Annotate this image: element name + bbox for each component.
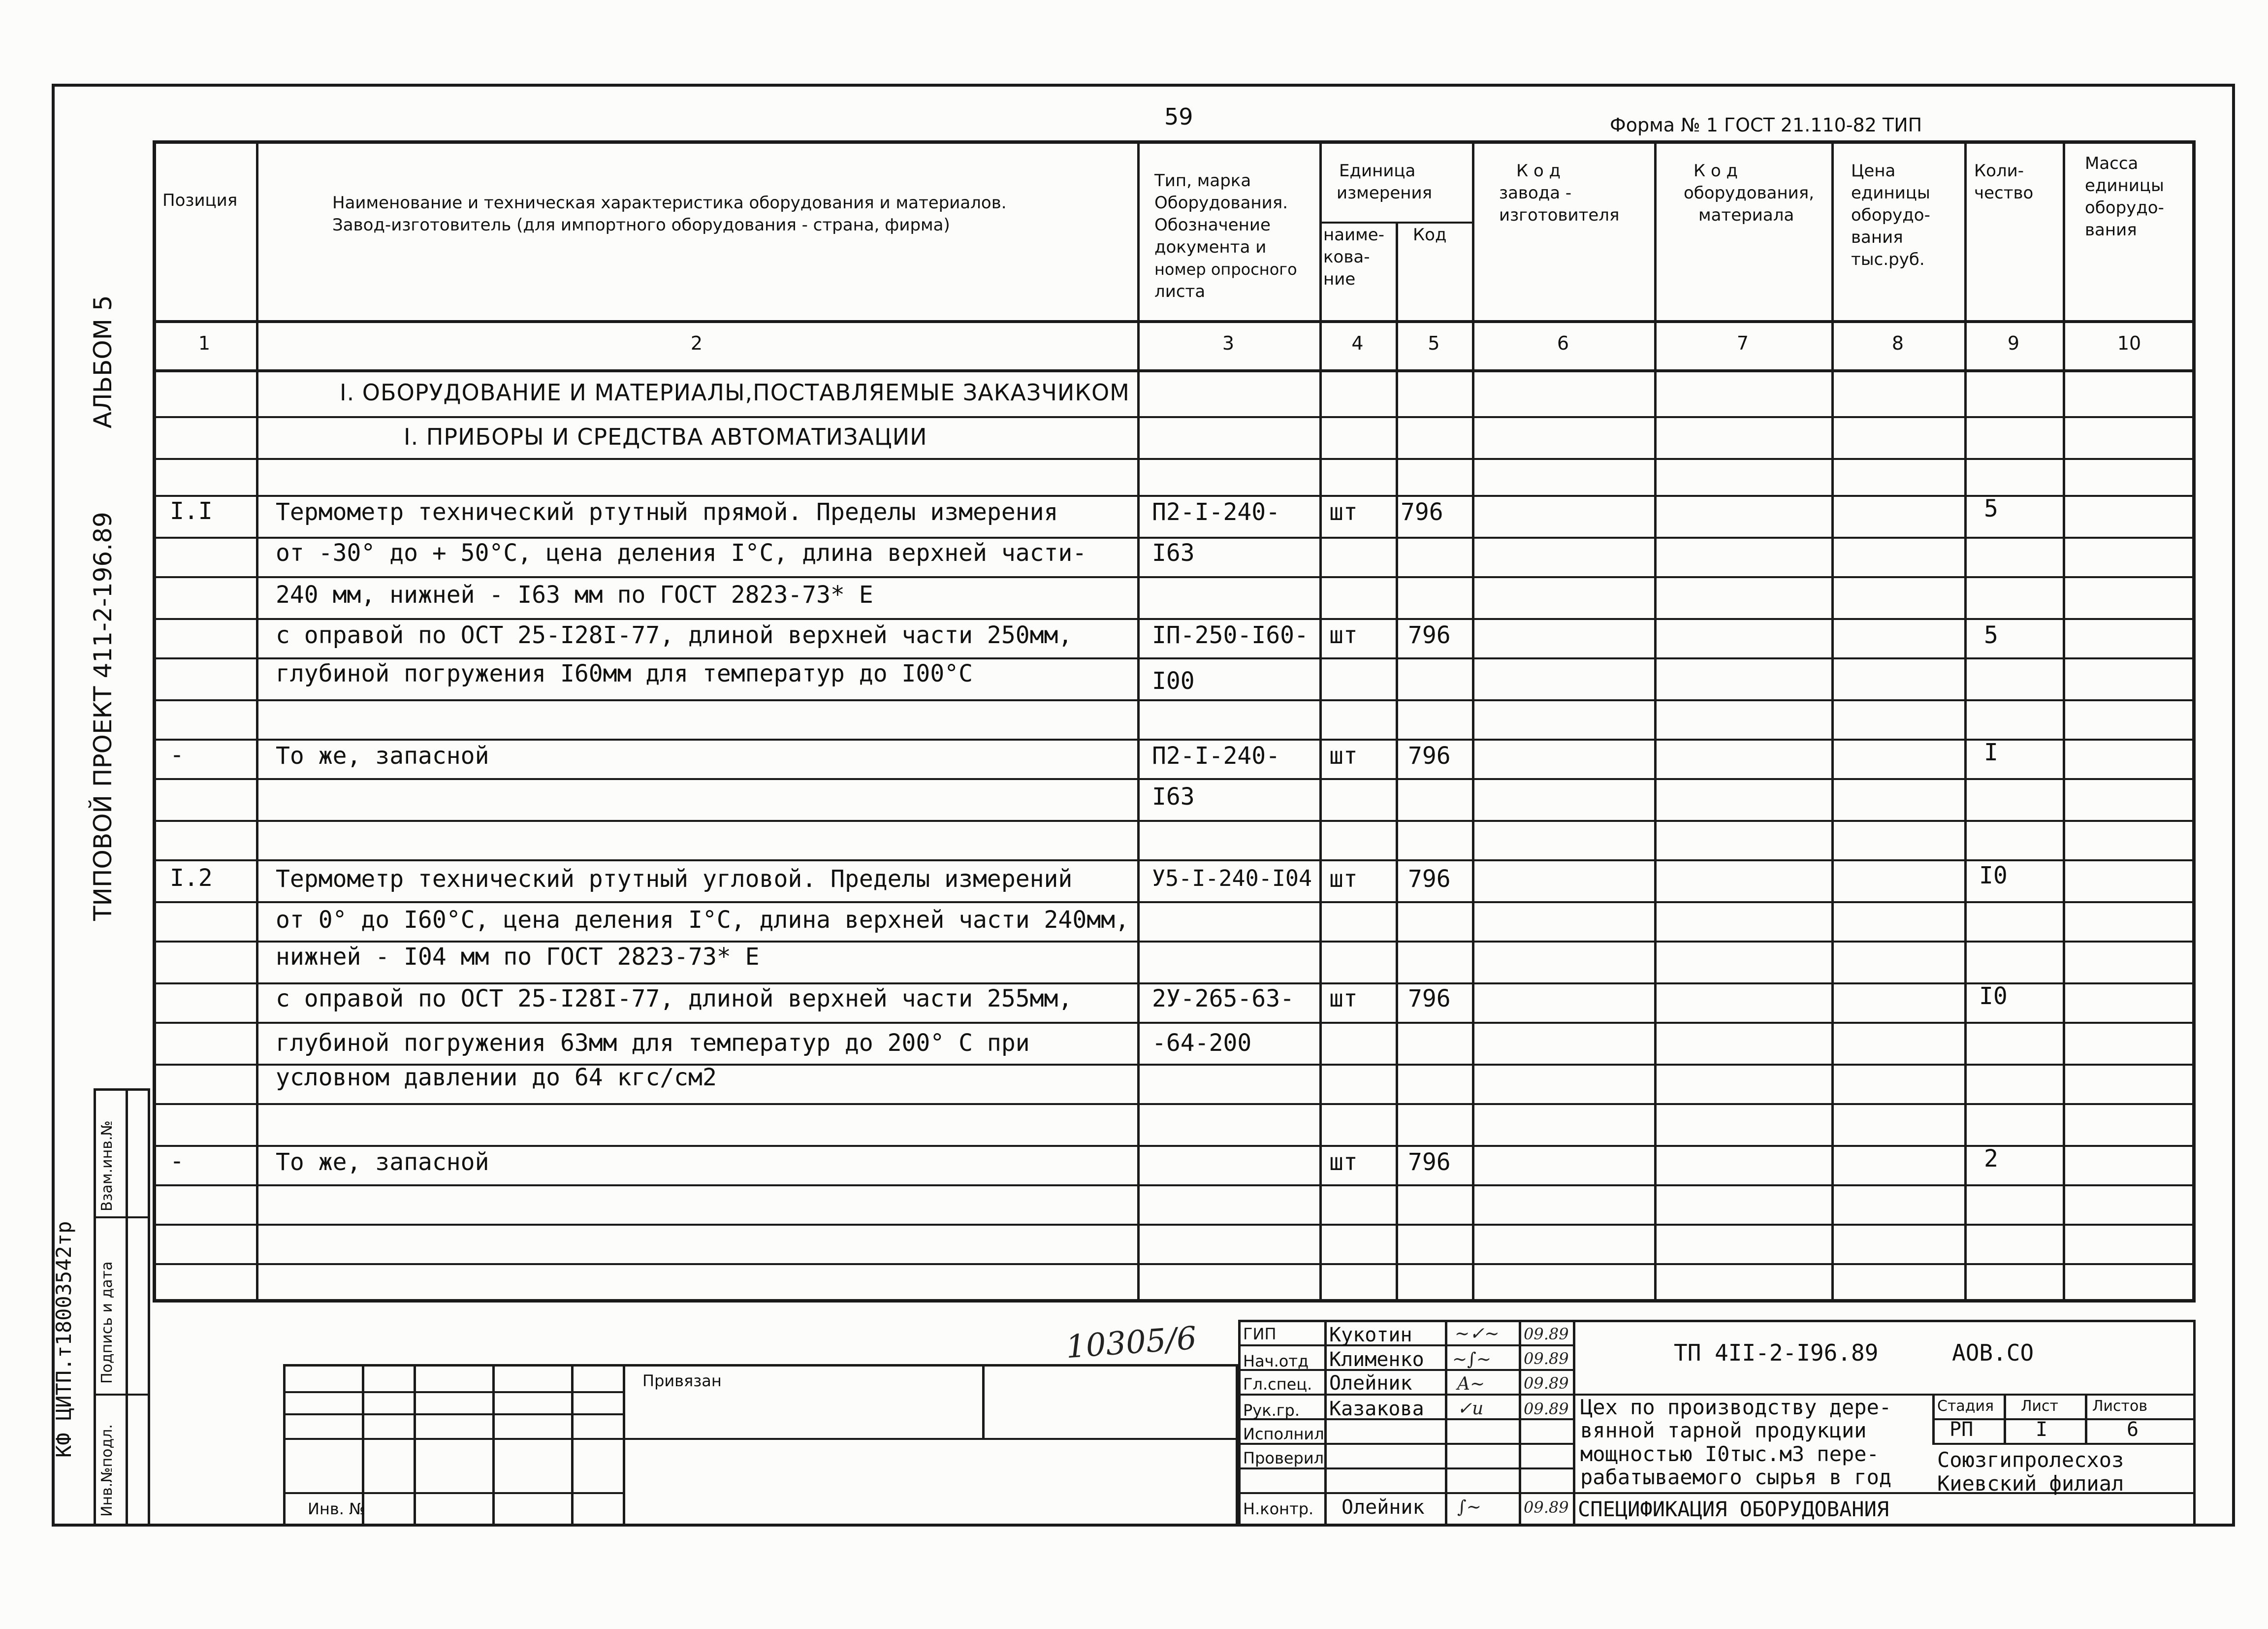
- col-equip-header: материала: [1698, 205, 1794, 225]
- col-unit-header: Единица: [1339, 161, 1416, 181]
- qty-cell: I0: [1979, 862, 2008, 889]
- subsection-title: I. ПРИБОРЫ И СРЕДСТВА АВТОМАТИЗАЦИИ: [404, 424, 927, 450]
- vzam-label: Взам.инв.№: [98, 1120, 116, 1211]
- type-cell: -64-200: [1152, 1029, 1252, 1057]
- unit-code-cell: 796: [1408, 742, 1451, 770]
- type-cell: У5-I-240-I04: [1152, 865, 1312, 891]
- album-label: АЛЬБОМ 5: [89, 295, 117, 428]
- position-cell: -: [170, 1147, 184, 1175]
- sign-date: 09.89: [1524, 1498, 1569, 1517]
- sign-date: 09.89: [1524, 1349, 1569, 1368]
- col-unit-name-header: кова-: [1323, 247, 1370, 267]
- col-type-header: документа и: [1154, 237, 1267, 257]
- document-mark: АОВ.СО: [1952, 1339, 2034, 1366]
- organization: Союзгипролесхоз: [1937, 1448, 2124, 1472]
- object-description: Цех по производству дере-: [1580, 1395, 1892, 1419]
- person-name: Олейник: [1329, 1372, 1412, 1395]
- col-price-header: Цена: [1851, 161, 1896, 181]
- position-cell: -: [170, 741, 184, 769]
- col-type-header: листа: [1154, 282, 1206, 301]
- type-cell: I00: [1152, 667, 1195, 695]
- role-label: Нач.отд: [1243, 1352, 1309, 1370]
- unit-cell: шт: [1329, 621, 1358, 649]
- col-price-header: единицы: [1851, 183, 1930, 203]
- type-cell: П2-I-240-: [1152, 742, 1280, 770]
- role-label: Н.контр.: [1243, 1499, 1314, 1518]
- sheet-value: I: [2036, 1418, 2048, 1441]
- kf-label: КФ ЦИТП.т18003542тр: [52, 1221, 76, 1458]
- signature: ~✓~: [1455, 1324, 1500, 1344]
- handwritten-number: 10305/6: [1064, 1320, 1198, 1366]
- person-name: Клименко: [1329, 1348, 1424, 1371]
- specification-table: [153, 140, 2196, 1303]
- col-unit-name-header: ние: [1323, 269, 1356, 289]
- object-description: вянной тарной продукции: [1580, 1418, 1867, 1442]
- sheets-value: 6: [2127, 1418, 2139, 1441]
- podpis-label: Подпись и дата: [98, 1261, 116, 1384]
- form-label: Форма № 1 ГОСТ 21.110-82 ТИП: [1610, 114, 1922, 136]
- col-price-header: тыс.руб.: [1851, 250, 1925, 269]
- col-equip-header: оборудования,: [1684, 183, 1815, 203]
- qty-cell: 2: [1984, 1145, 1998, 1173]
- col-price-header: вания: [1851, 228, 1903, 247]
- qty-cell: 5: [1984, 495, 1998, 522]
- signature: A~: [1457, 1374, 1485, 1394]
- col-plant-header: К о д: [1516, 161, 1561, 181]
- item-description: от -30° до + 50°С, цена деления I°С, длина верхней части-: [276, 539, 1087, 567]
- type-cell: I63: [1152, 539, 1195, 567]
- col-number: 8: [1891, 332, 1904, 354]
- object-description: рабатываемого сырья в год: [1580, 1465, 1892, 1489]
- col-qty-header: Коли-: [1974, 161, 2024, 181]
- qty-cell: I0: [1979, 982, 2008, 1010]
- unit-cell: шт: [1329, 742, 1358, 770]
- col-name-header-l1: Наименование и техническая характеристика оборудования и материалов.: [332, 193, 1007, 213]
- item-description: глубиной погружения I60мм для температур до I00°С: [276, 660, 973, 687]
- col-mass-header: оборудо-: [2085, 198, 2164, 218]
- role-label: Гл.спец.: [1243, 1375, 1312, 1394]
- inv-podl-label: Инв.№подл.: [98, 1424, 116, 1517]
- signature: ∫~: [1457, 1497, 1481, 1517]
- type-cell: IП-250-I60-: [1152, 621, 1309, 649]
- qty-cell: 5: [1984, 621, 1998, 649]
- col-number: 10: [2117, 332, 2141, 354]
- unit-code-cell: 796: [1401, 498, 1443, 526]
- type-cell: П2-I-240-: [1152, 498, 1280, 526]
- position-cell: I.I: [170, 497, 213, 525]
- project-code: ТП 4II-2-I96.89: [1674, 1339, 1879, 1366]
- page-number: 59: [1164, 103, 1193, 130]
- signature: ~∫~: [1452, 1349, 1492, 1369]
- col-qty-header: чество: [1974, 183, 2034, 203]
- section-title: I. ОБОРУДОВАНИЕ И МАТЕРИАЛЫ,ПОСТАВЛЯЕМЫЕ ЗАКАЗЧИКОМ: [340, 379, 1130, 406]
- position-cell: I.2: [170, 864, 213, 892]
- item-description: условном давлении до 64 кгс/см2: [276, 1064, 717, 1091]
- sign-date: 09.89: [1524, 1325, 1569, 1343]
- item-description: глубиной погружения 63мм для температур до 200° С при: [276, 1029, 1030, 1057]
- col-number: 1: [198, 332, 211, 354]
- unit-code-cell: 796: [1408, 865, 1451, 893]
- item-description: То же, запасной: [276, 1148, 489, 1176]
- person-name: Казакова: [1329, 1398, 1424, 1420]
- sheets-header: Листов: [2092, 1398, 2148, 1415]
- sign-date: 09.89: [1524, 1374, 1569, 1393]
- col-unit-header: измерения: [1337, 183, 1433, 203]
- item-description: То же, запасной: [276, 742, 489, 770]
- col-unit-code-header: Код: [1413, 225, 1447, 245]
- document-title: СПЕЦИФИКАЦИЯ ОБОРУДОВАНИЯ: [1578, 1497, 1889, 1521]
- unit-cell: шт: [1329, 1148, 1358, 1176]
- unit-cell: шт: [1329, 498, 1358, 526]
- sign-date: 09.89: [1524, 1400, 1569, 1418]
- col-number: 6: [1557, 332, 1569, 354]
- col-mass-header: вания: [2085, 220, 2137, 240]
- col-pos-header: Позиция: [162, 191, 238, 210]
- col-type-header: Тип, марка: [1154, 171, 1251, 191]
- person-name: Кукотин: [1329, 1324, 1412, 1346]
- type-cell: 2У-265-63-: [1152, 985, 1294, 1012]
- unit-code-cell: 796: [1408, 985, 1451, 1012]
- role-label: ГИП: [1243, 1325, 1277, 1343]
- col-mass-header: Масса: [2085, 154, 2139, 173]
- col-equip-header: К о д: [1693, 161, 1738, 181]
- sheet-header: Лист: [2021, 1398, 2059, 1415]
- unit-code-cell: 796: [1408, 621, 1451, 649]
- col-number: 2: [690, 332, 703, 354]
- item-description: нижней - I04 мм по ГОСТ 2823-73* Е: [276, 943, 760, 971]
- person-name: Олейник: [1342, 1496, 1425, 1519]
- col-name-header-l2: Завод-изготовитель (для импортного оборудования - страна, фирма): [332, 215, 950, 235]
- role-label: Исполнил: [1243, 1425, 1324, 1443]
- item-description: Термометр технический ртутный угловой. Пределы измерений: [276, 865, 1073, 893]
- col-type-header: номер опросного: [1154, 260, 1297, 279]
- project-label: ТИПОВОЙ ПРОЕКТ 411-2-196.89: [89, 512, 117, 921]
- col-number: 7: [1736, 332, 1749, 354]
- signature: ✓u: [1457, 1399, 1484, 1419]
- binding-block: [283, 1364, 1238, 1527]
- col-unit-name-header: наиме-: [1323, 225, 1384, 245]
- item-description: 240 мм, нижней - I63 мм по ГОСТ 2823-73* Е: [276, 581, 873, 609]
- col-plant-header: изготовителя: [1499, 205, 1620, 225]
- organization: Киевский филиал: [1937, 1471, 2124, 1496]
- role-label: Рук.гр.: [1243, 1401, 1300, 1420]
- col-number: 5: [1428, 332, 1440, 354]
- stage-value: РП: [1949, 1418, 1974, 1441]
- col-number: 4: [1351, 332, 1364, 354]
- col-type-header: Оборудования.: [1154, 193, 1288, 213]
- item-description: с оправой по ОСТ 25-I28I-77, длиной верхней части 255мм,: [276, 985, 1073, 1012]
- item-description: с оправой по ОСТ 25-I28I-77, длиной верхней части 250мм,: [276, 621, 1073, 649]
- qty-cell: I: [1984, 739, 1998, 766]
- unit-cell: шт: [1329, 985, 1358, 1012]
- stage-header: Стадия: [1937, 1398, 1994, 1415]
- item-description: Термометр технический ртутный прямой. Пределы измерения: [276, 498, 1058, 526]
- item-description: от 0° до I60°С, цена деления I°С, длина верхней части 240мм,: [276, 906, 1129, 934]
- object-description: мощностью I0тыс.м3 пере-: [1580, 1442, 1879, 1466]
- col-number: 3: [1222, 332, 1235, 354]
- col-number: 9: [2007, 332, 2020, 354]
- col-price-header: оборудо-: [1851, 205, 1930, 225]
- privyazan-label: Привязан: [642, 1371, 722, 1390]
- type-cell: I63: [1152, 783, 1195, 811]
- inv-no-label: Инв. №: [308, 1499, 366, 1518]
- col-mass-header: единицы: [2085, 176, 2164, 195]
- role-label: Проверил: [1243, 1449, 1324, 1467]
- col-type-header: Обозначение: [1154, 215, 1271, 235]
- unit-code-cell: 796: [1408, 1148, 1451, 1176]
- unit-cell: шт: [1329, 865, 1358, 893]
- col-plant-header: завода -: [1499, 183, 1572, 203]
